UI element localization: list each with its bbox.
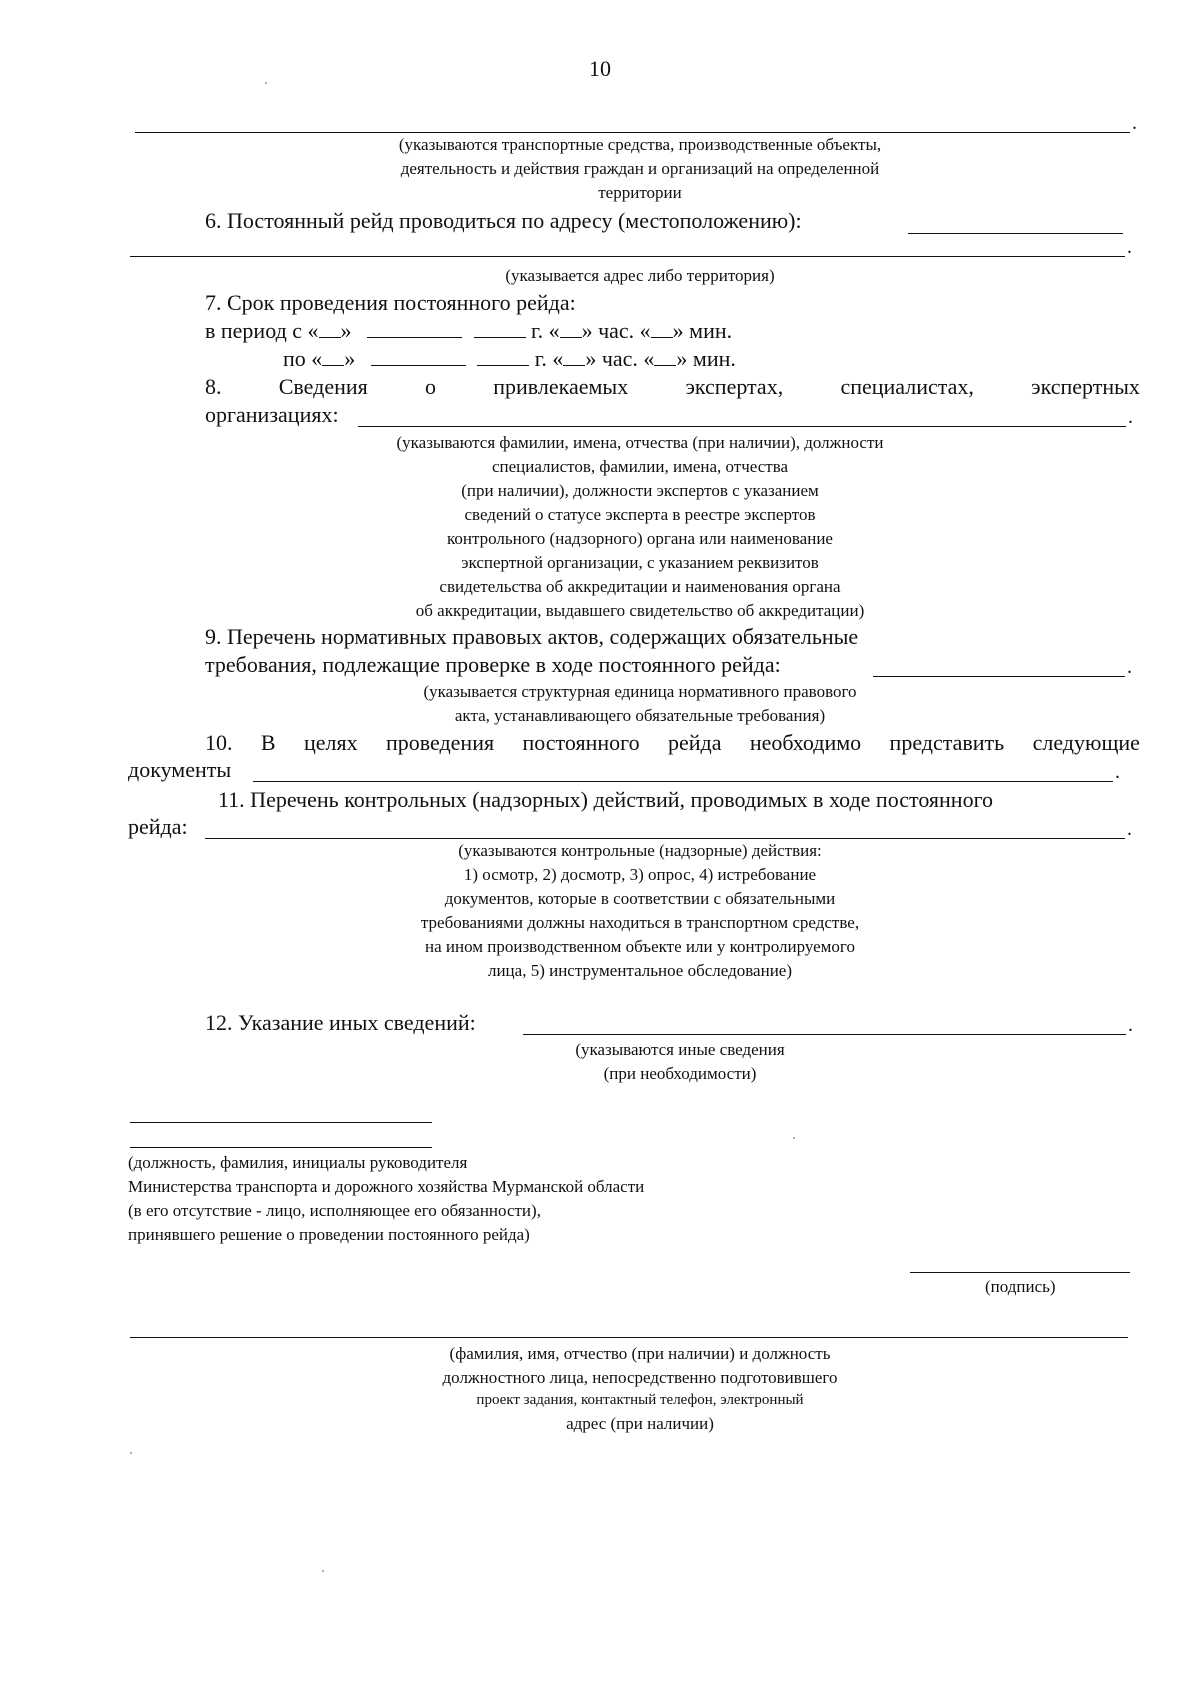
item5-note-line-2: деятельность и действия граждан и организаций на определенной	[400, 159, 880, 178]
item8-period: .	[1128, 406, 1133, 428]
item9-line-2: требования, подлежащие проверке в ходе постоянного рейда:	[205, 652, 781, 677]
item9-line-1: 9. Перечень нормативных правовых актов, содержащих обязательные	[205, 624, 859, 649]
item10-documents-blank	[253, 781, 1113, 782]
item8-word-2: Сведения	[278, 374, 368, 399]
item8-line-2: организациях:	[205, 402, 339, 427]
item7-period-from	[205, 318, 732, 344]
item10-period: .	[1115, 761, 1120, 783]
item5-note-line-3: территории	[598, 183, 682, 202]
item6-note: (указывается адрес либо территория)	[505, 266, 775, 285]
item8-word-1: 8.	[205, 374, 222, 399]
item10-line-2: документы	[128, 757, 232, 782]
item8-organizations-blank	[358, 426, 1126, 427]
to-close-quote: »	[344, 346, 356, 371]
to-hour-blank	[563, 347, 585, 366]
from-minute-blank	[651, 319, 673, 338]
preparer-note-line-2: должностного лица, непосредственно подготовившего	[442, 1368, 838, 1387]
item5-note-line-1: (указываются транспортные средства, производственные объекты,	[398, 135, 882, 154]
item7-period-to	[283, 346, 736, 372]
item9-note-line-1: (указывается структурная единица нормативного правового	[423, 682, 857, 701]
item9-note-line-2: акта, устанавливающего обязательные требования)	[454, 706, 826, 725]
to-prefix: по «	[283, 346, 323, 371]
item8-note-line-6: экспертной организации, с указанием реквизитов	[461, 553, 819, 572]
page-number: 10	[589, 56, 611, 81]
item12-other-info-blank	[523, 1034, 1126, 1035]
item8-note-line-5: контрольного (надзорного) органа или наименование	[447, 529, 833, 548]
to-minute-blank	[654, 347, 676, 366]
item9-requirements-blank	[873, 676, 1125, 677]
scan-speck	[322, 1570, 324, 1572]
from-prefix: в период с «	[205, 318, 319, 343]
item12-text: 12. Указание иных сведений:	[205, 1010, 476, 1035]
item10-word-7: необходимо	[749, 730, 862, 755]
preparer-note-line-4: адрес (при наличии)	[566, 1414, 714, 1433]
item9-period: .	[1127, 656, 1132, 678]
from-minute-label: » мин.	[672, 318, 733, 343]
item10-line-1	[205, 730, 1140, 756]
item11-period: .	[1127, 818, 1132, 840]
item12-note-line-2: (при необходимости)	[603, 1064, 757, 1083]
item8-note-line-1: (указываются фамилии, имена, отчества (при наличии), должности	[396, 433, 884, 452]
to-minute-label: » мин.	[676, 346, 736, 371]
item10-word-6: рейда	[667, 730, 722, 755]
preparer-line	[130, 1337, 1128, 1338]
item11-note-line-5: на ином производственном объекте или у контролируемого	[425, 937, 855, 956]
item11-note-line-2: 1) осмотр, 2) досмотр, 3) опрос, 4) истребование	[463, 865, 817, 884]
item8-note-line-7: свидетельства об аккредитации и наименования органа	[439, 577, 841, 596]
head-position-line-1	[130, 1122, 432, 1123]
to-hour-label: » час. «	[585, 346, 655, 371]
item11-line-2: рейда:	[128, 814, 188, 839]
item8-word-7: экспертных	[1031, 374, 1140, 399]
item6-address-blank	[908, 233, 1123, 234]
item8-word-3: о	[425, 374, 436, 399]
item11-note-line-3: документов, которые в соответствии с обязательными	[444, 889, 836, 908]
item8-word-4: привлекаемых	[493, 374, 629, 399]
from-year-label: г. «	[531, 318, 560, 343]
head-block-line-2: Министерства транспорта и дорожного хозяйства Мурманской области	[128, 1177, 645, 1196]
from-hour-label: » час. «	[581, 318, 651, 343]
item12-note-line-1: (указываются иные сведения	[575, 1040, 785, 1059]
item10-word-5: постоянного	[522, 730, 640, 755]
item8-note-line-4: сведений о статусе эксперта в реестре экспертов	[464, 505, 816, 524]
item10-word-8: представить	[889, 730, 1005, 755]
item8-note-line-2: специалистов, фамилии, имена, отчества	[491, 457, 789, 476]
from-close-quote: »	[340, 318, 352, 343]
item8-note-line-3: (при наличии), должности экспертов с указанием	[461, 481, 819, 500]
from-month-blank	[367, 319, 462, 338]
item7-title: 7. Срок проведения постоянного рейда:	[205, 290, 576, 315]
item6-address-line-2	[130, 256, 1125, 257]
to-day-blank	[322, 347, 344, 366]
from-year-blank	[474, 319, 526, 338]
item11-note-line-1: (указываются контрольные (надзорные) действия:	[458, 841, 822, 860]
head-block-line-3: (в его отсутствие - лицо, исполняющее его обязанности),	[128, 1201, 541, 1220]
item5-period: .	[1132, 112, 1137, 134]
item11-note-line-4: требованиями должны находиться в транспортном средстве,	[420, 913, 860, 932]
preparer-note-line-3: проект задания, контактный телефон, электронный	[476, 1392, 804, 1408]
item10-word-2: В	[260, 730, 276, 755]
scan-speck	[265, 82, 267, 84]
scan-speck	[130, 1452, 132, 1454]
to-month-blank	[371, 347, 466, 366]
item12-period: .	[1128, 1014, 1133, 1036]
item10-word-1: 10.	[205, 730, 233, 755]
signature-line	[910, 1272, 1130, 1273]
scan-speck	[793, 1137, 795, 1139]
from-day-blank	[319, 319, 341, 338]
item10-word-3: целях	[303, 730, 358, 755]
item6-period: .	[1127, 236, 1132, 258]
signature-label: (подпись)	[985, 1277, 1056, 1296]
item8-word-5: экспертах,	[685, 374, 784, 399]
item5-blank-line	[135, 132, 1130, 133]
to-year-label: г. «	[534, 346, 564, 371]
item8-word-6: специалистах,	[840, 374, 974, 399]
head-block-line-1: (должность, фамилия, инициалы руководителя	[128, 1153, 468, 1172]
item6-text: 6. Постоянный рейд проводиться по адресу (местоположению):	[205, 208, 802, 233]
preparer-note-line-1: (фамилия, имя, отчество (при наличии) и должность	[449, 1344, 831, 1363]
item11-note-line-6: лица, 5) инструментальное обследование)	[487, 961, 793, 980]
item8-line-1	[205, 374, 1140, 400]
item11-actions-blank	[205, 838, 1125, 839]
item8-note-line-8: об аккредитации, выдавшего свидетельство об аккредитации)	[415, 601, 865, 620]
item11-line-1: 11. Перечень контрольных (надзорных) действий, проводимых в ходе постоянного	[218, 787, 994, 812]
to-year-blank	[477, 347, 529, 366]
from-hour-blank	[560, 319, 582, 338]
item10-word-4: проведения	[385, 730, 495, 755]
head-position-line-2	[130, 1147, 432, 1148]
head-block-line-4: принявшего решение о проведении постоянного рейда)	[128, 1225, 530, 1244]
item10-word-9: следующие	[1032, 730, 1140, 755]
